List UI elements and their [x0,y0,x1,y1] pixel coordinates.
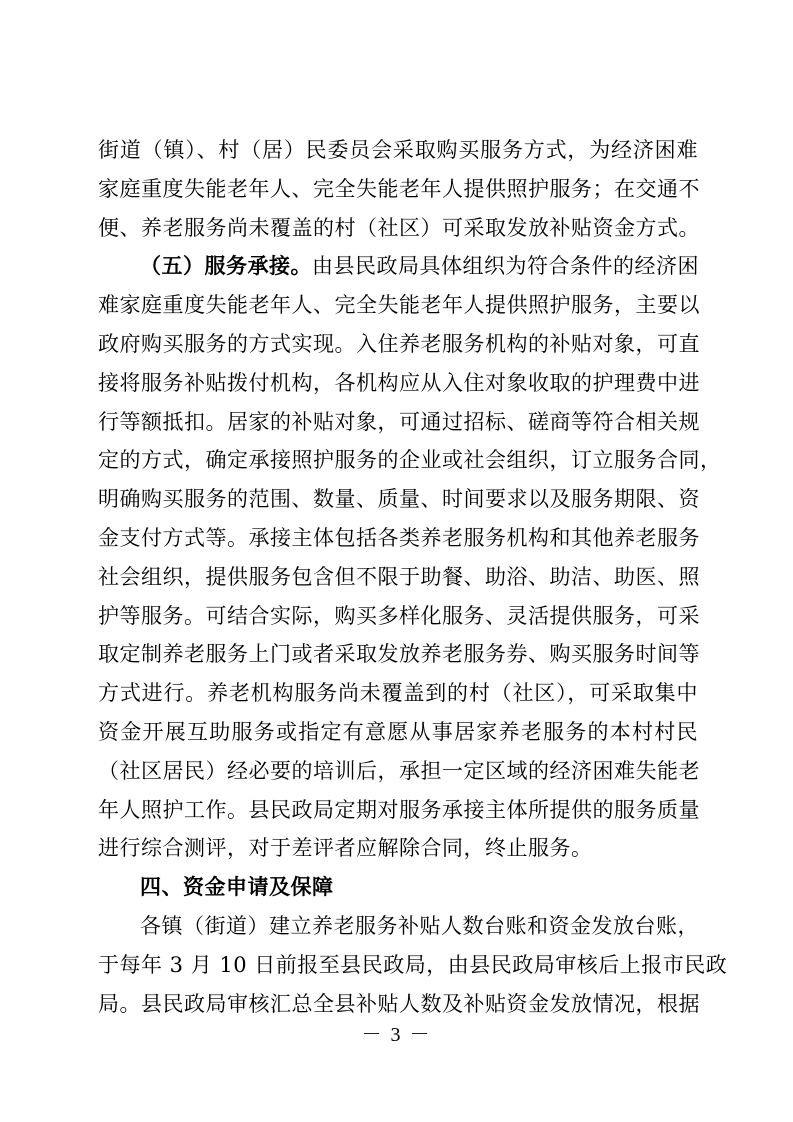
paragraph-5-title: （五）服务承接。 [140,253,312,279]
paragraph-5-text: 由县民政局具体组织为符合条件的经济困 [312,254,699,279]
text-line: 家庭重度失能老年人、完全失能老年人提供照护服务；在交通不 [98,176,700,201]
text-line: 局。县民政局审核汇总全县补贴人数及补贴资金发放情况，根据 [98,991,700,1016]
text-line: 社会组织，提供服务包含但不限于助餐、助浴、助洁、助医、照 [98,564,700,589]
text-line: 资金开展互助服务或指定有意愿从事居家养老服务的本村村民 [98,719,698,744]
text-line: 定的方式，确定承接照护服务的企业或社会组织，订立服务合同， [98,448,722,473]
text-line: 取定制养老服务上门或者采取发放养老服务券、购买服务时间等 [98,642,700,667]
text-line: 进行综合测评，对于差评者应解除合同，终止服务。 [98,836,593,861]
section-4-first-line: 各镇（街道）建立养老服务补贴人数台账和资金发放台账， [140,913,699,938]
text-line: 接将服务补贴拨付机构，各机构应从入住对象收取的护理费中进 [98,370,700,395]
body-text [98,131,728,1023]
text-line: 方式进行。养老机构服务尚未覆盖到的村（社区），可采取集中 [98,681,698,706]
text-line: 金支付方式等。承接主体包括各类养老服务机构和其他养老服务 [98,525,700,550]
paragraph-5-first-line [98,247,698,286]
text-line: 于每年 3 月 10 日前报至县民政局，由县民政局审核后上报市民政 [98,952,728,977]
text-line: 年人照护工作。县民政局定期对服务承接主体所提供的服务质量 [98,797,700,822]
text-line: 难家庭重度失能老年人、完全失能老年人提供照护服务，主要以 [98,293,700,318]
text-line: 行等额抵扣。居家的补贴对象，可通过招标、磋商等符合相关规 [98,409,700,434]
text-line: 明确购买服务的范围、数量、质量、时间要求以及服务期限、资 [98,487,700,512]
page-number: － 3 － [361,1024,432,1046]
text-line: （社区居民）经必要的培训后，承担一定区域的经济困难失能老 [98,758,700,783]
text-line: 政府购买服务的方式实现。入住养老服务机构的补贴对象，可直 [98,331,700,356]
text-line: 护等服务。可结合实际，购买多样化服务、灵活提供服务，可采 [98,603,700,628]
text-line: 街道（镇）、村（居）民委员会采取购买服务方式，为经济困难 [98,138,698,162]
section-4-heading: 四、资金申请及保障 [140,875,334,900]
text-line: 便、养老服务尚未覆盖的村（社区）可采取发放补贴资金方式。 [98,215,700,240]
